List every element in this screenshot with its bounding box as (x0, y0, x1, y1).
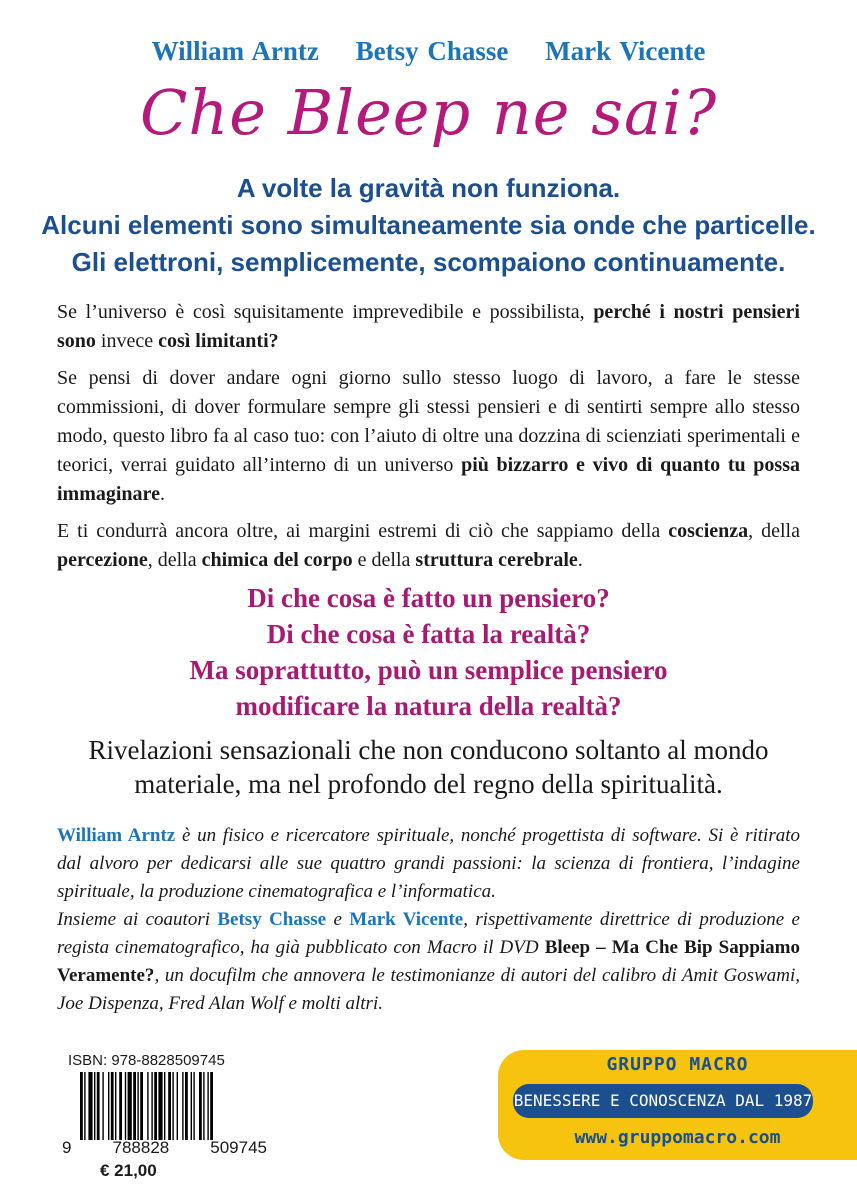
bio-paragraph-2 (57, 906, 800, 1018)
author-name: William Arntz (151, 36, 319, 66)
emphasis: struttura cerebrale (415, 549, 578, 571)
paragraph-2 (57, 364, 800, 509)
barcode-digit-group: 9 (62, 1138, 72, 1157)
bio-paragraph-1 (57, 822, 800, 906)
text: . (159, 483, 165, 505)
emphasis: più bizzarro e vivo di quanto tu possa immaginare (57, 454, 800, 505)
revelation-line: materiale, ma nel profondo del regno della spiritualità. (134, 769, 723, 799)
revelations-block (0, 733, 857, 801)
intro-line: Gli elettroni, semplicemente, scompaiono continuamente. (71, 247, 786, 277)
revelation-line: Rivelazioni sensazionali che non conducono soltanto al mondo (88, 735, 769, 765)
bio-text: Insieme ai coautori (57, 909, 218, 930)
emphasis: percezione (57, 549, 148, 571)
emphasis: chimica del corpo (201, 549, 353, 571)
question-line: Ma soprattutto, può un semplice pensiero (189, 655, 668, 685)
text: e della (352, 549, 416, 571)
authors-line (0, 36, 857, 67)
intro-line: A volte la gravità non funziona. (236, 173, 621, 203)
publisher-name: GRUPPO MACRO (606, 1054, 749, 1075)
bio-text: , un docufilm che annovera le testimonianze di autori del calibro di Amit Goswami, Joe Dispenza, Fred Alan Wolf e molti altri. (57, 965, 800, 1014)
bio-author-name: Betsy Chasse (217, 909, 327, 930)
text: , della (748, 520, 800, 542)
question-line: Di che cosa è fatta la realtà? (266, 619, 591, 649)
paragraph-1 (57, 298, 800, 356)
publisher-url[interactable]: www.gruppomacro.com (574, 1127, 781, 1148)
author-name: Betsy Chasse (355, 36, 509, 66)
bio-author-name: William Arntz (57, 825, 176, 846)
description-body (57, 298, 800, 583)
book-title: Che Bleep ne sai? (139, 76, 718, 149)
barcode-digits (62, 1138, 267, 1158)
bio-author-name: Mark Vicente (349, 909, 464, 930)
text: , della (147, 549, 202, 571)
text: Se l’universo è così squisitamente imprevedibile e possibilista, (57, 301, 594, 323)
intro-line: Alcuni elementi sono simultaneamente sia onde che particelle. (41, 210, 816, 240)
intro-statements (0, 170, 857, 281)
bio-product-title: Bleep – Ma Che Bip Sappiamo Veramente? (57, 937, 800, 986)
bio-text: e (326, 909, 350, 930)
text: Se pensi di dover andare ogni giorno sullo stesso luogo di lavoro, a fare le stesse commissioni, di dover formulare sempre gli stessi pensieri e di sentirti sempre allo stesso modo, questo libro fa al caso tuo: con l’aiuto di oltre una dozzina di scienziati sperimentali e teorici, verrai guidato all’interno di un universo (57, 367, 800, 476)
price-label: € 21,00 (100, 1161, 157, 1180)
bio-text: è un fisico e ricercatore spirituale, nonché progettista di software. Si è ritirato dal alvoro per dedicarsi alle sue quattro grandi passioni: la scienza di frontiera, l’indagine spirituale, la produzione cinematografica e l’informatica. (57, 825, 800, 902)
text: . (577, 549, 583, 571)
emphasis: coscienza (668, 520, 749, 542)
question-line: Di che cosa è fatto un pensiero? (247, 583, 610, 613)
author-name: Mark Vicente (545, 36, 706, 66)
emphasis: così limitanti? (158, 330, 279, 352)
questions-block (0, 580, 857, 724)
isbn-label: ISBN: 978-8828509745 (68, 1052, 225, 1069)
emphasis: perché i nostri pensieri sono (57, 301, 800, 352)
text: E ti condurrà ancora oltre, ai margini estremi di ciò che sappiamo della (57, 520, 669, 542)
author-bio (57, 822, 800, 1018)
bio-text: , rispettivamente direttrice di produzione e regista cinematografico, ha già pubblicato con Macro il DVD (57, 909, 800, 958)
paragraph-3 (57, 517, 800, 575)
text: invece (95, 330, 159, 352)
publisher-tagline: BENESSERE E CONOSCENZA DAL 1987 (513, 1084, 813, 1118)
barcode-digit-group: 509745 (210, 1138, 267, 1157)
barcode (80, 1072, 258, 1140)
question-line: modificare la natura della realtà? (235, 691, 622, 721)
barcode-digit-group: 788828 (112, 1138, 170, 1157)
